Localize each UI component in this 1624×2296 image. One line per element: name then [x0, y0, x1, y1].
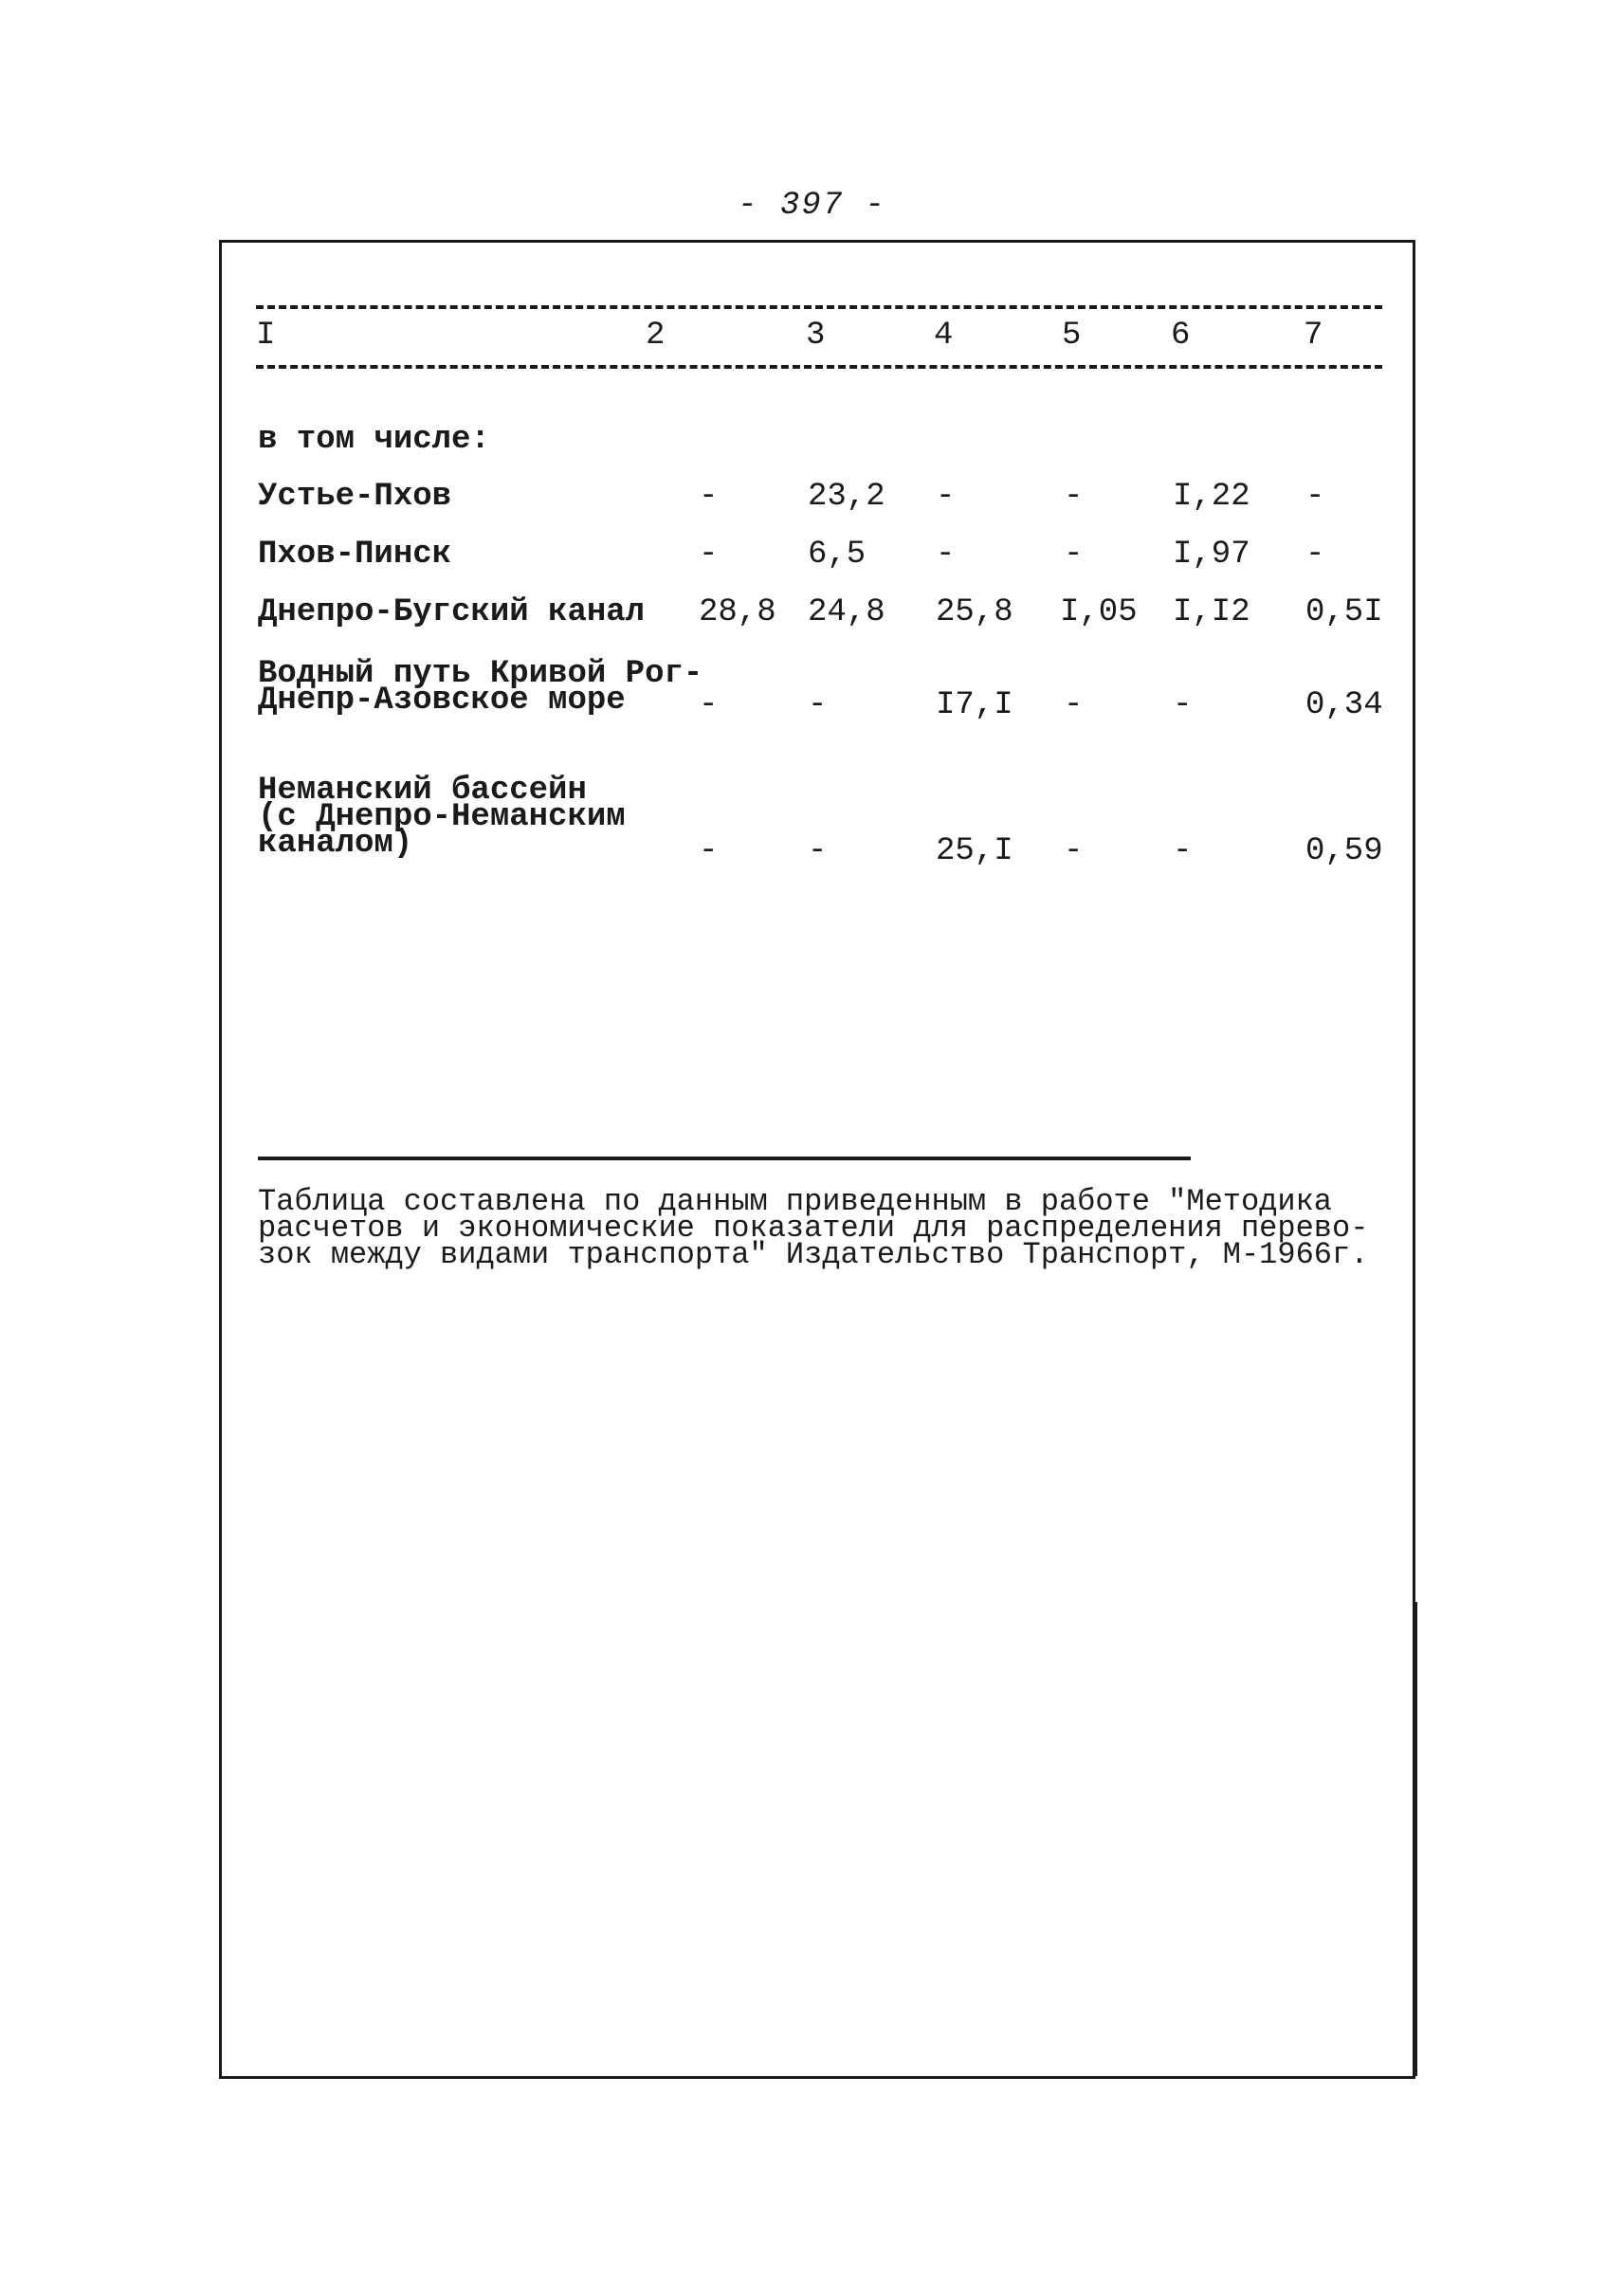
header-dashed-rule-bottom — [256, 365, 1382, 369]
row-value-col2: 28,8 — [699, 594, 776, 630]
row-value-col4: - — [936, 537, 956, 573]
row-name: Устье-Пхов — [258, 479, 452, 515]
footnote — [258, 1184, 1414, 1272]
row-value-col5: - — [1064, 479, 1084, 515]
row-value-col3: - — [808, 687, 828, 723]
header-dashed-rule-top — [256, 305, 1382, 309]
row-name-line2: Днепр-Азовское море — [258, 683, 626, 719]
margin-line — [1414, 1602, 1417, 2076]
row-value-col2: - — [699, 479, 719, 515]
row-name-line1: Неманский бассейн — [258, 773, 587, 809]
row-value-col3: 6,5 — [808, 537, 867, 573]
column-header-5: 5 — [1062, 318, 1082, 354]
row-value-col7: - — [1305, 537, 1325, 573]
row-value-col7: 0,59 — [1305, 833, 1383, 869]
row-value-col4: 25,8 — [936, 594, 1013, 630]
footnote-line: зок между видами транспорта" Издательство Транспорт, М-1966г. — [258, 1237, 1369, 1272]
column-header-7: 7 — [1304, 318, 1323, 354]
row-value-col4: I7,I — [936, 687, 1013, 723]
row-value-col5: - — [1064, 833, 1084, 869]
row-value-col6: I,I2 — [1173, 594, 1250, 630]
row-value-col3: - — [808, 833, 828, 869]
row-name-line3: каналом) — [258, 826, 413, 862]
row-name: Днепро-Бугский канал — [258, 594, 646, 630]
row-value-col2: - — [699, 687, 719, 723]
footnote-line: Таблица составлена по данным приведенным в работе "Методика — [258, 1184, 1332, 1219]
column-header-4: 4 — [934, 318, 954, 354]
footnote-rule — [258, 1157, 1191, 1160]
row-value-col2: - — [699, 537, 719, 573]
row-value-col3: 24,8 — [808, 594, 885, 630]
row-value-col4: - — [936, 479, 956, 515]
column-header-6: 6 — [1171, 318, 1191, 354]
row-value-col7: - — [1305, 479, 1325, 515]
row-value-col7: 0,34 — [1305, 687, 1383, 723]
row-value-col6: I,97 — [1173, 537, 1250, 573]
row-value-col5: - — [1064, 537, 1084, 573]
row-value-col4: 25,I — [936, 833, 1013, 869]
row-value-col7: 0,5I — [1305, 594, 1383, 630]
column-header-3: 3 — [806, 318, 826, 354]
row-value-col6: - — [1173, 687, 1193, 723]
page-number: - 397 - — [738, 188, 886, 224]
column-header-1: I — [256, 318, 276, 354]
row-name-line1: Водный путь Кривой Рог- — [258, 656, 703, 692]
row-value-col2: - — [699, 833, 719, 869]
column-header-2: 2 — [646, 318, 666, 354]
footnote-line: расчетов и экономические показатели для распределения перево- — [258, 1211, 1369, 1246]
row-value-col3: 23,2 — [808, 479, 885, 515]
section-label: в том числе: — [258, 422, 490, 458]
row-value-col6: I,22 — [1173, 479, 1250, 515]
row-name: Пхов-Пинск — [258, 537, 452, 573]
row-value-col6: - — [1173, 833, 1193, 869]
row-name-line2: (с Днепро-Неманским — [258, 799, 626, 835]
row-value-col5: I,05 — [1060, 594, 1138, 630]
row-value-col5: - — [1064, 687, 1084, 723]
